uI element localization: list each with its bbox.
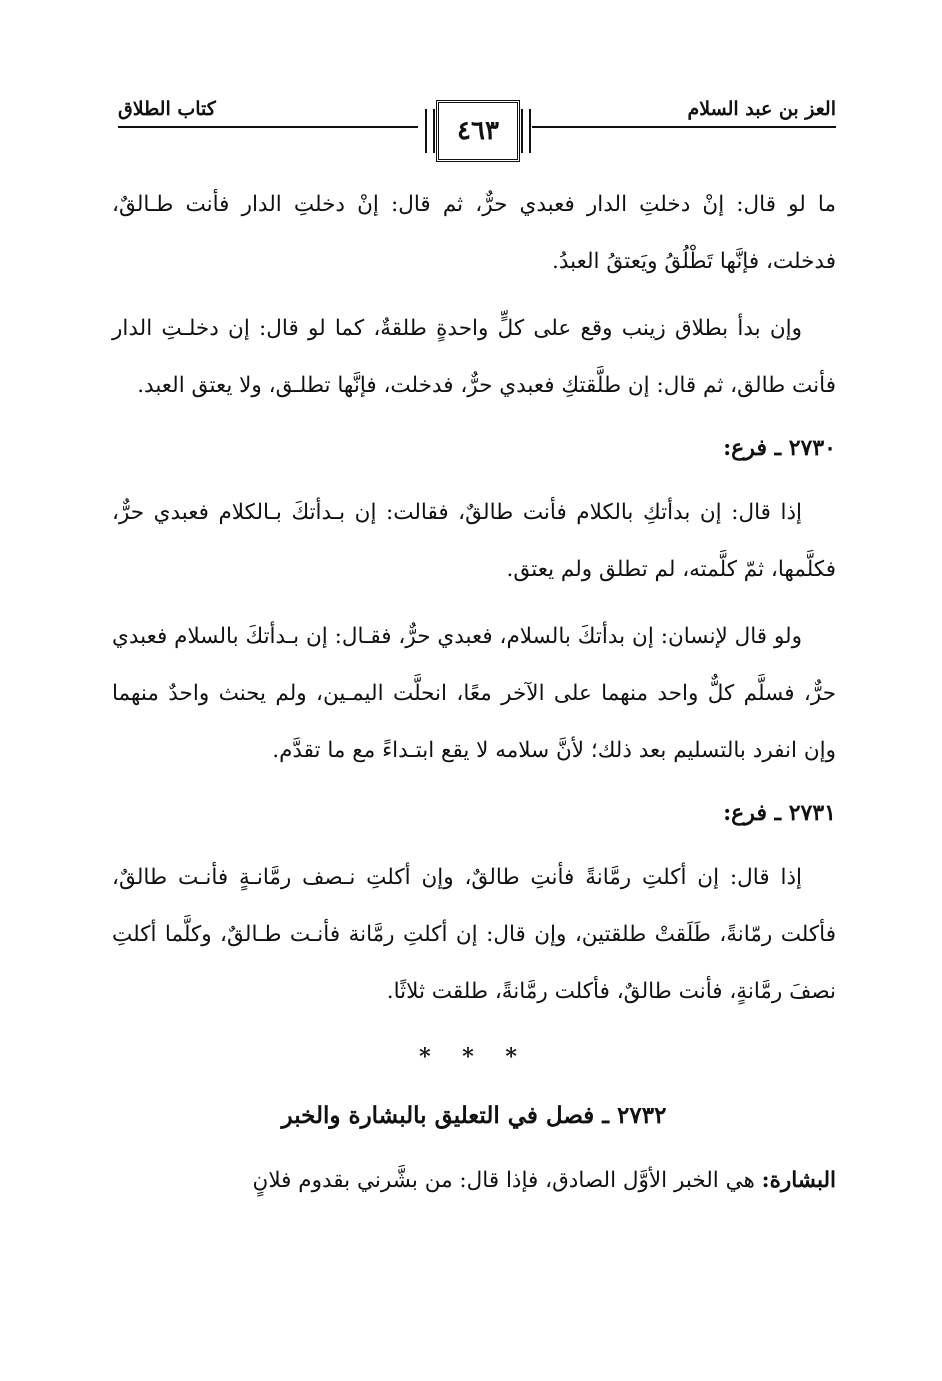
paragraph: وإن بدأ بطلاق زينب وقع على كلٍّ واحدةٍ طلقةٌ، كما لو قال: إن دخلـتِ الدار فأنت طالق، ثم قال: إن طلَّقتكِ فعبدي حرٌّ، فدخلت، فإنَّها تطلـق، ولا يعتق العبد. <box>112 316 836 398</box>
branch-heading: ٢٧٣١ ـ فرع: <box>723 800 836 826</box>
paragraph: ما لو قال: إنْ دخلتِ الدار فعبدي حرٌّ، ثم قال: إنْ دخلتِ الدار فأنت طـالقٌ، فدخلت، فإنَّها تَطْلُقُ ويَعتقُ العبدُ. <box>112 192 836 274</box>
header-rule-right <box>532 126 836 128</box>
term-label: البشارة: <box>761 1168 836 1193</box>
paragraph: ولو قال لإنسان: إن بدأتكَ بالسلام، فعبدي حرٌّ، فقـال: إن بـدأتكَ بالسلام فعبدي حرٌّ، فسلَّم كلٌّ واحد منهما على الآخر معًا، انحلَّت اليمـين، ولم يحنث واحدٌ منهما وإن انفرد بالتسليم بعد ذلك؛ لأنَّ سلامه لا يقع ابتـداءً مع ما تقدَّم. <box>112 624 836 763</box>
running-head-author: العز بن عبد السلام <box>687 98 836 120</box>
page-body <box>112 176 836 1219</box>
paragraph <box>112 1152 836 1209</box>
page-number: ٤٦٣ <box>436 100 520 162</box>
paragraph: إذا قال: إن أكلتِ رمَّانةً فأنتِ طالقٌ، وإن أكلتِ نـصف رمَّانـةٍ فأنـت طالقٌ، فأكلت رمّانةً، طَلَقتْ طلقتين، وإن قال: إن أكلتِ رمَّانة فأنـت طـالقٌ، وكلَّما أكلتِ نصفَ رمَّانةٍ، فأنت طالقٌ، فأكلت رمَّانةً، طلقت ثلاثًا. <box>112 865 836 1004</box>
branch-heading: ٢٧٣٠ ـ فرع: <box>723 435 836 461</box>
term-definition: هي الخبر الأوَّل الصادق، فإذا قال: من بشَّرني بقدوم فلانٍ <box>252 1168 762 1193</box>
section-title: ٢٧٣٢ ـ فصل في التعليق بالبشارة والخبر <box>281 1102 667 1129</box>
paragraph: إذا قال: إن بدأتكِ بالكلام فأنت طالقٌ، فقالت: إن بـدأتكَ بـالكلام فعبدي حرٌّ، فكلَّمها، ثمّ كلَّمته، لم تطلق ولم يعتق. <box>112 500 836 582</box>
running-head-book: كتاب الطلاق <box>118 98 216 120</box>
page-header <box>118 96 836 176</box>
section-divider: * * * <box>419 1044 529 1070</box>
header-rule-left <box>118 126 418 128</box>
